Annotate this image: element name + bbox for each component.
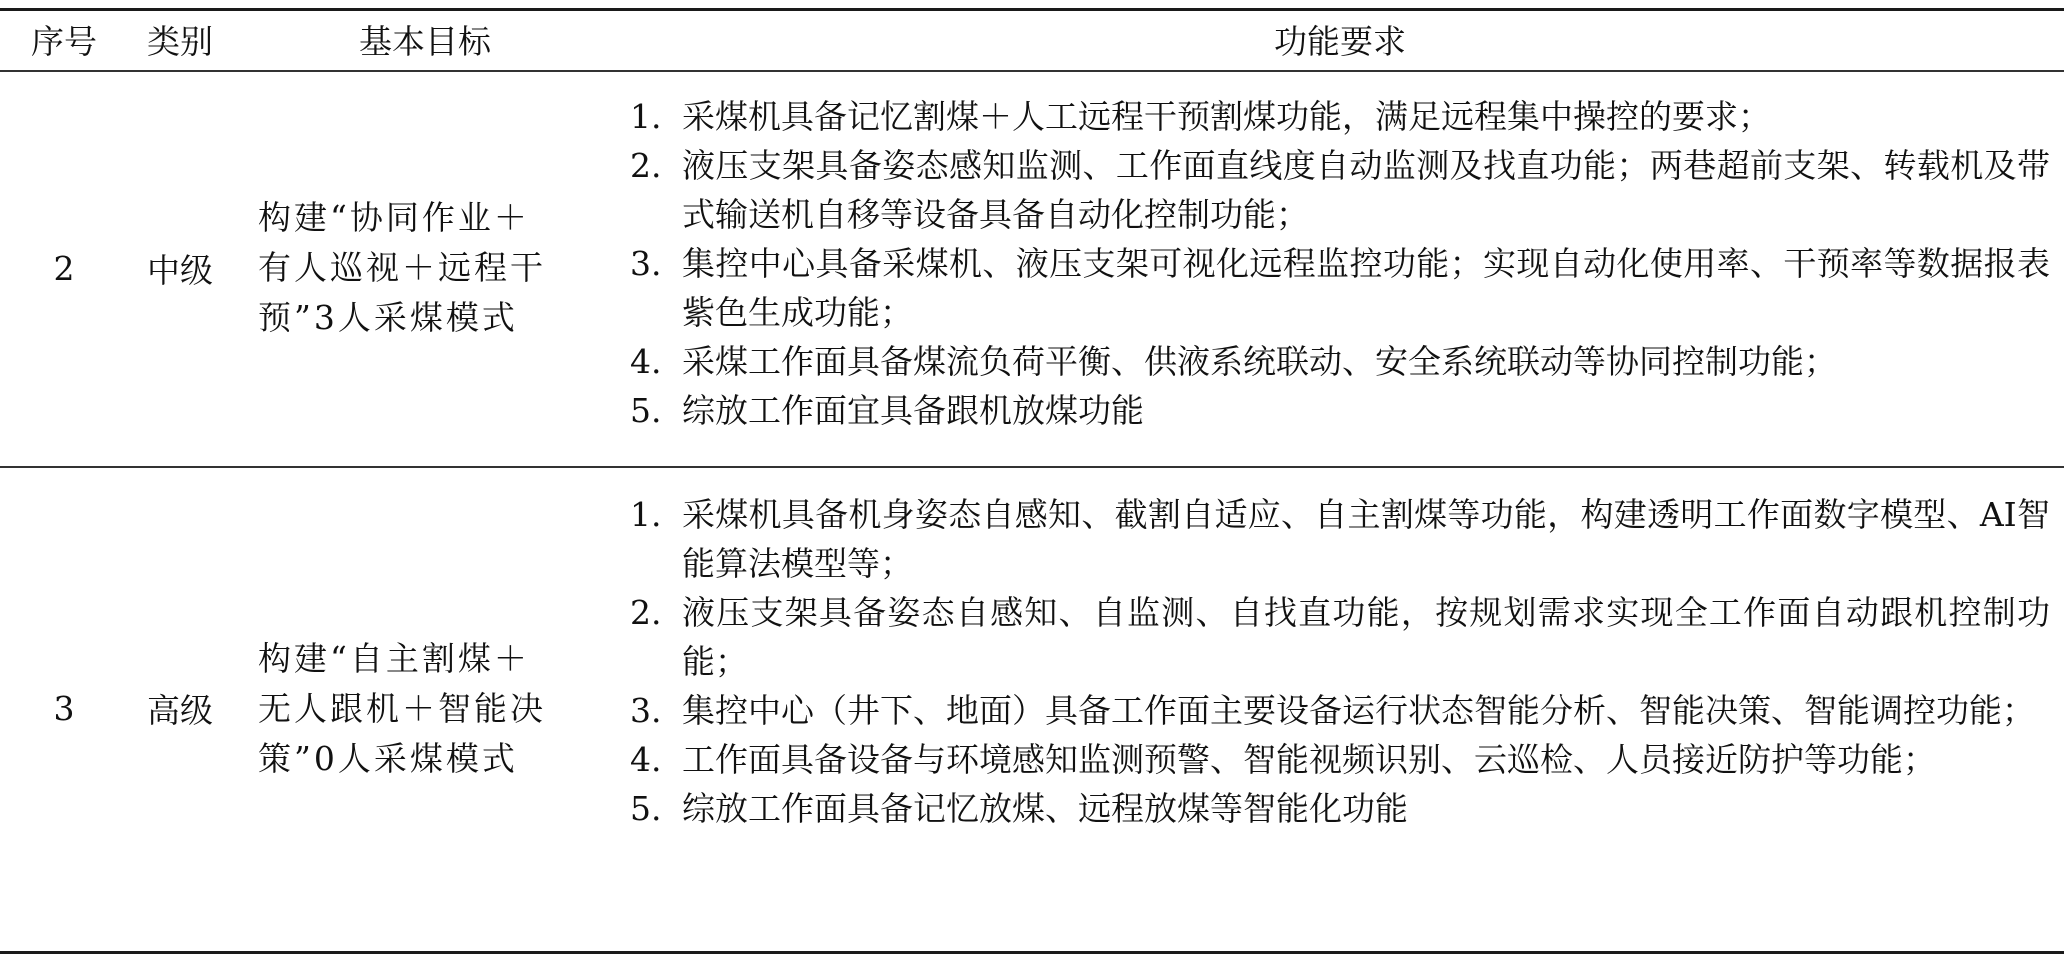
row-goal bbox=[258, 466, 598, 951]
item-text: 液压支架具备姿态自感知、自监测、自找直功能，按规划需求实现全工作面自动跟机控制功能； bbox=[682, 593, 2050, 681]
item-text: 采煤机具备机身姿态自感知、截割自适应、自主割煤等功能，构建透明工作面数字模型、AI智能算法模型等； bbox=[682, 495, 2050, 583]
row-category: 高级 bbox=[147, 691, 213, 730]
list-item bbox=[630, 337, 2050, 386]
row-goal bbox=[258, 70, 598, 466]
item-text: 集控中心（井下、地面）具备工作面主要设备运行状态智能分析、智能决策、智能调控功能； bbox=[682, 691, 2035, 730]
item-number: 1. bbox=[630, 495, 662, 534]
item-number: 3. bbox=[630, 691, 662, 730]
item-text: 工作面具备设备与环境感知监测预警、智能视频识别、云巡检、人员接近防护等功能； bbox=[682, 740, 1936, 779]
list-item bbox=[630, 239, 2050, 337]
item-number: 4. bbox=[630, 740, 662, 779]
table-bottom-rule bbox=[0, 951, 2064, 954]
list-item bbox=[630, 588, 2050, 686]
item-number: 4. bbox=[630, 342, 662, 381]
item-number: 2. bbox=[630, 146, 662, 185]
item-number: 5. bbox=[630, 391, 662, 430]
list-item bbox=[630, 92, 2050, 141]
goal-line: 无人跟机＋智能决 bbox=[258, 688, 546, 728]
item-number: 1. bbox=[630, 97, 662, 136]
goal-line: 策”0人采煤模式 bbox=[258, 738, 518, 778]
table-top-rule bbox=[0, 8, 2064, 11]
requirements-list bbox=[630, 92, 2050, 435]
header-requirements: 功能要求 bbox=[1274, 22, 1406, 61]
list-item bbox=[630, 686, 2050, 735]
header-category: 类别 bbox=[147, 22, 213, 61]
item-text: 液压支架具备姿态感知监测、工作面直线度自动监测及找直功能；两巷超前支架、转载机及带式输送机自移等设备具备自动化控制功能； bbox=[682, 146, 2050, 234]
list-item bbox=[630, 141, 2050, 239]
row-no: 2 bbox=[53, 248, 75, 288]
list-item bbox=[630, 490, 2050, 588]
list-item bbox=[630, 386, 2050, 435]
item-text: 采煤机具备记忆割煤＋人工远程干预割煤功能，满足远程集中操控的要求； bbox=[682, 97, 1771, 136]
list-item bbox=[630, 784, 2050, 833]
list-item bbox=[630, 735, 2050, 784]
item-text: 综放工作面具备记忆放煤、远程放煤等智能化功能 bbox=[682, 789, 1408, 828]
goal-line: 构建“自主割煤＋ bbox=[258, 638, 530, 678]
goal-line: 有人巡视＋远程干 bbox=[258, 248, 546, 287]
header-no: 序号 bbox=[31, 22, 97, 61]
header-goal: 基本目标 bbox=[359, 22, 491, 61]
row-category: 中级 bbox=[147, 250, 213, 290]
requirements-list bbox=[630, 490, 2050, 833]
item-text: 集控中心具备采煤机、液压支架可视化远程监控功能；实现自动化使用率、干预率等数据报表紫色生成功能； bbox=[682, 244, 2050, 332]
item-number: 3. bbox=[630, 244, 662, 283]
item-number: 2. bbox=[630, 593, 662, 632]
item-number: 5. bbox=[630, 789, 662, 828]
item-text: 采煤工作面具备煤流负荷平衡、供液系统联动、安全系统联动等协同控制功能； bbox=[682, 342, 1837, 381]
item-text: 综放工作面宜具备跟机放煤功能 bbox=[682, 391, 1144, 430]
goal-line: 预”3人采煤模式 bbox=[258, 298, 518, 337]
goal-line: 构建“协同作业＋ bbox=[258, 198, 530, 237]
row-no: 3 bbox=[53, 689, 75, 728]
